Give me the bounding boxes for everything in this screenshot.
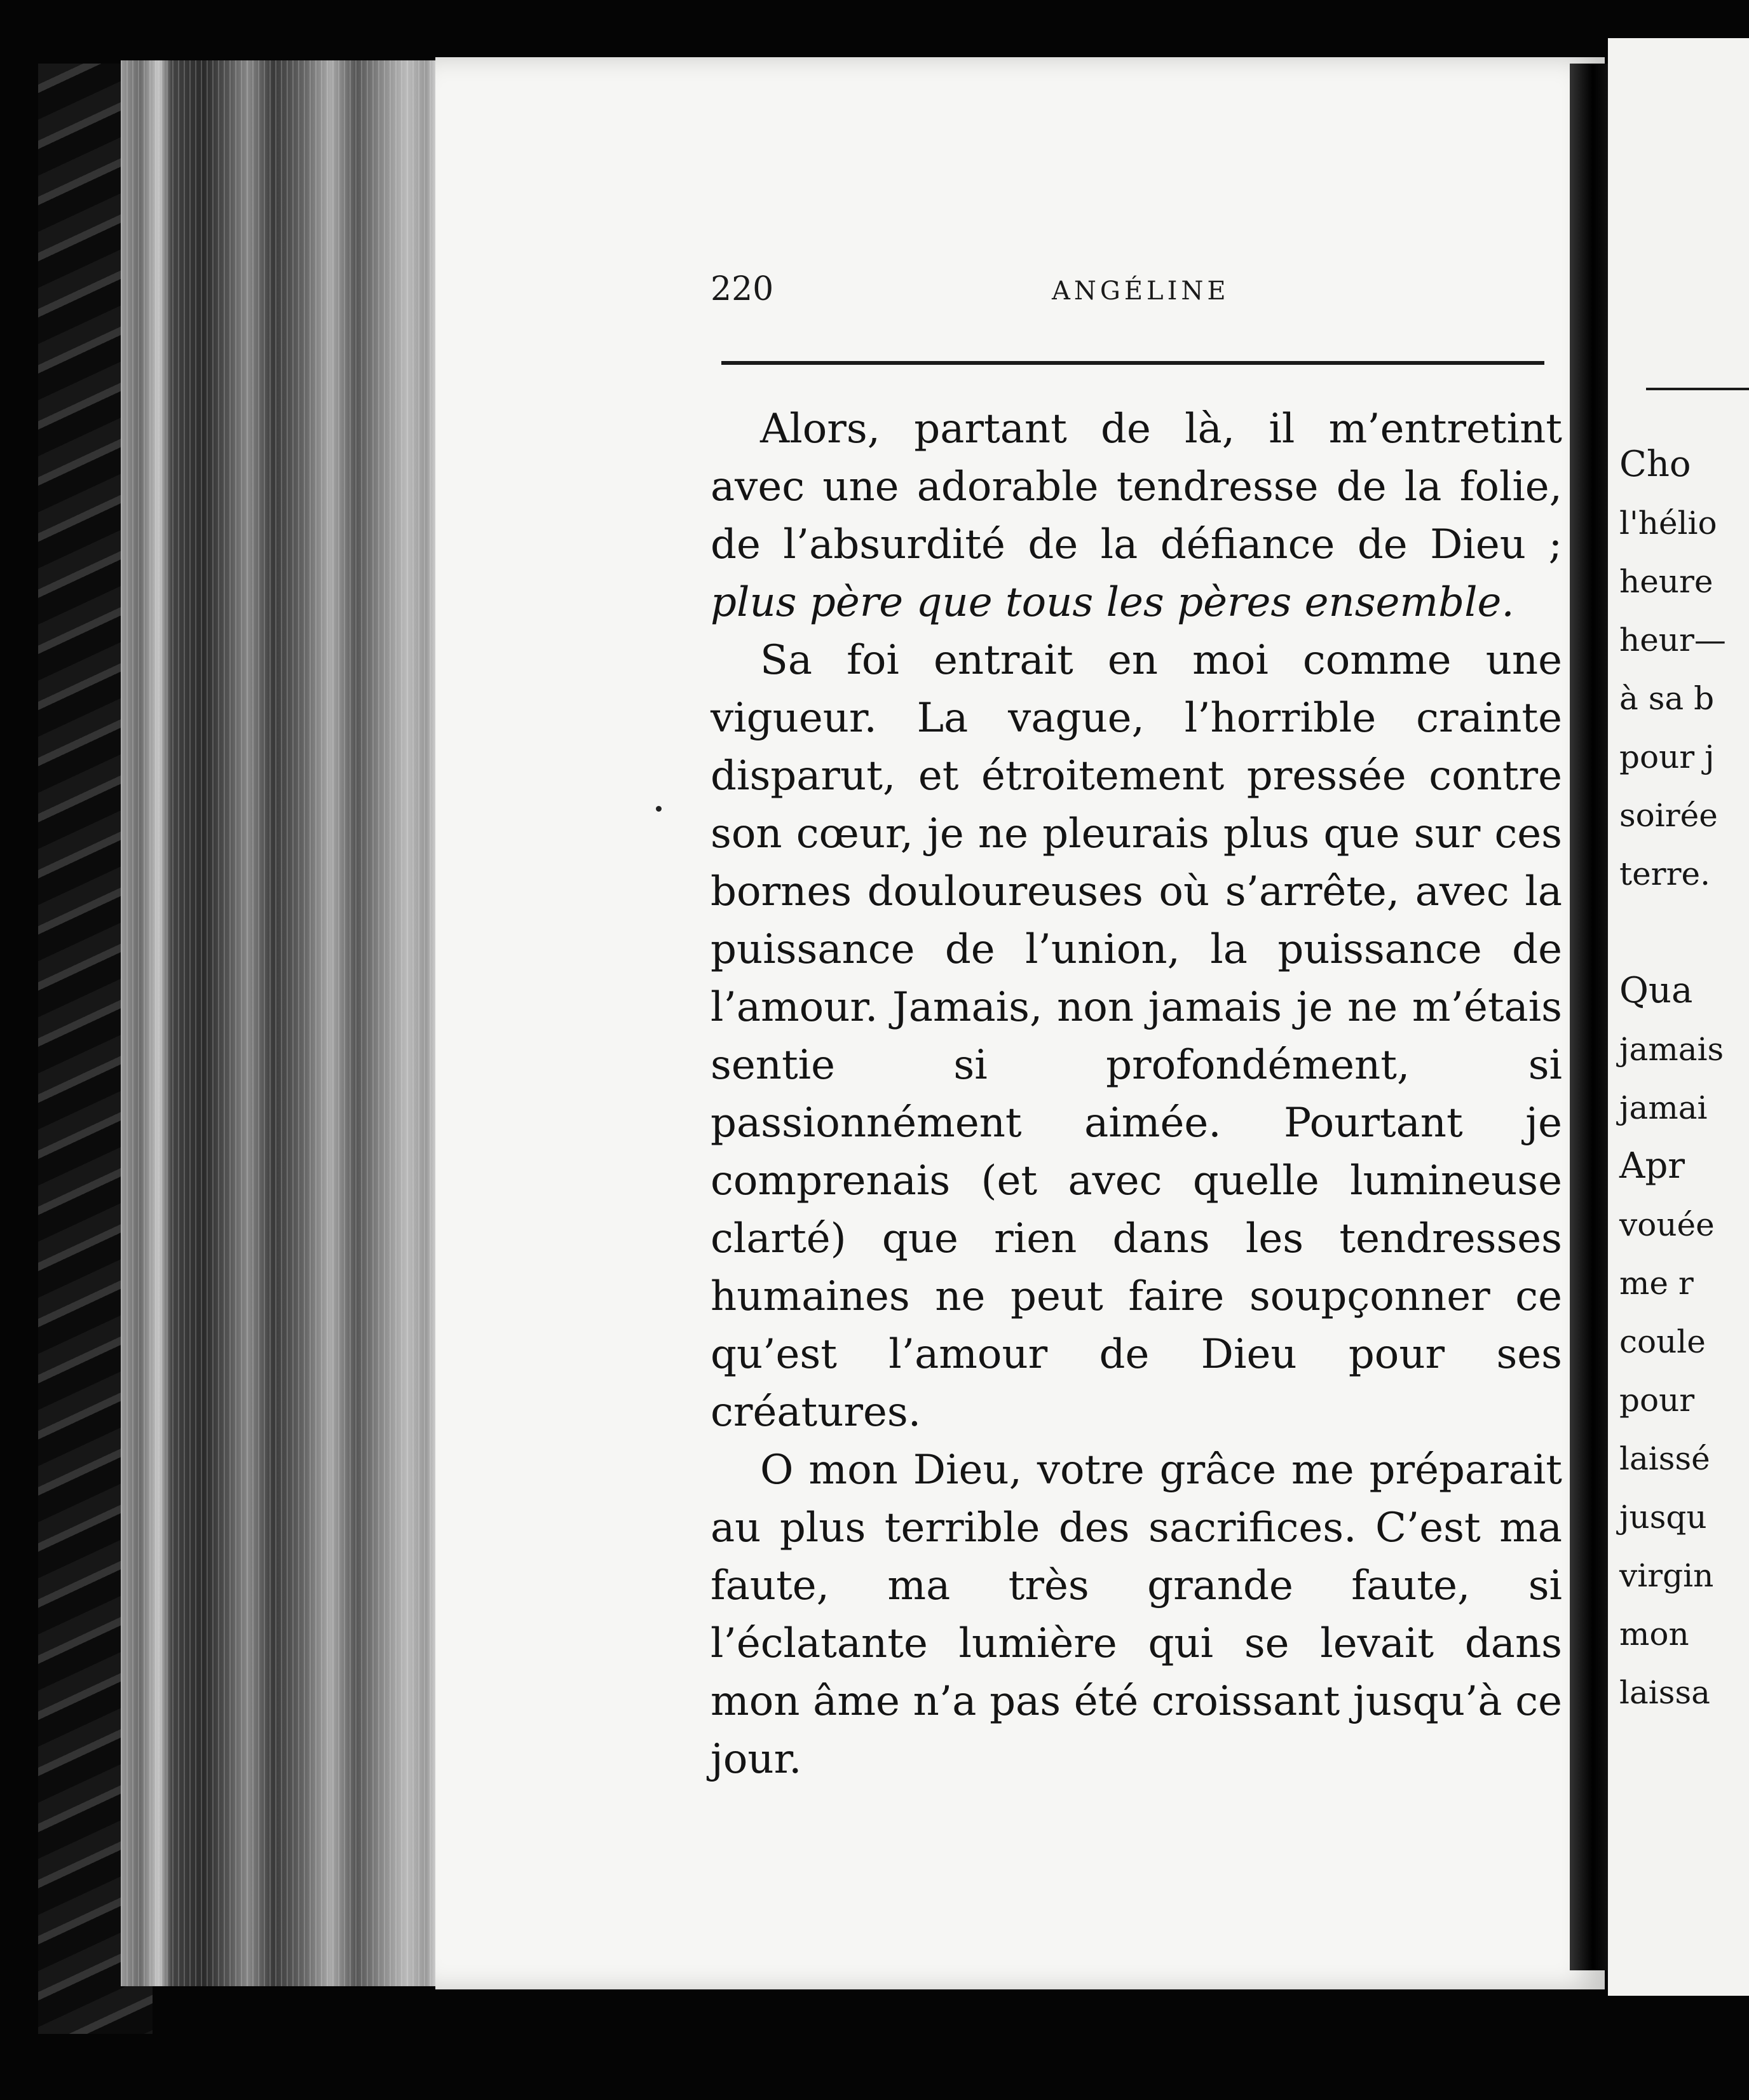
- facing-line: me r: [1619, 1265, 1694, 1302]
- facing-line: jamais: [1619, 1031, 1724, 1068]
- facing-line: coule: [1619, 1323, 1706, 1360]
- facing-line: à sa b: [1619, 680, 1715, 717]
- facing-page: [1608, 38, 1749, 1996]
- facing-line: terre.: [1619, 856, 1710, 892]
- facing-line: Qua: [1619, 970, 1693, 1011]
- page-number: 220: [711, 270, 774, 308]
- facing-line: laissé: [1619, 1440, 1710, 1477]
- facing-line: l'hélio: [1619, 505, 1717, 542]
- facing-header-rule: [1646, 388, 1749, 390]
- header-rule: [721, 361, 1544, 365]
- page-edges: [121, 60, 439, 1986]
- paragraph-3: O mon Dieu, votre grâce me préparait au plus terrible des sacrifices. C’est ma faute, ma très grande faute, si l’éclatante lumière qui se levait dans mon âme n’a pas été croissant jusqu’à ce jour.: [711, 1447, 1562, 1783]
- facing-line: laissa: [1619, 1674, 1710, 1711]
- emphasized-phrase: plus père que tous les pères ensemble.: [711, 579, 1514, 626]
- running-title: ANGÉLINE: [1052, 276, 1230, 306]
- facing-line: pour j: [1619, 739, 1715, 775]
- facing-text: [1619, 435, 1726, 1722]
- paragraph-1: Alors, partant de là, il m’entretint avec une adorable tendresse de la folie, de l’absurdité de la défiance de Dieu ; plus père que tous les pères ensemble.: [711, 406, 1562, 626]
- facing-line: jamai: [1619, 1089, 1708, 1126]
- facing-line: pour: [1619, 1382, 1695, 1419]
- facing-line: mon: [1619, 1616, 1689, 1653]
- facing-line: virgin: [1619, 1557, 1714, 1594]
- facing-line: Apr: [1619, 1145, 1685, 1187]
- paragraph-2: Sa foi entrait en moi comme une vigueur. La vague, l’horrible crainte disparut, et étroitement pressée contre son cœur, je ne pleurais plus que sur ces bornes douloureuses où s’arrête, avec la puissance de l’union, la puissance de l’amour. Jamais, non jamais je ne m’étais sentie si profondément, si passionnément aimée. Pourtant je comprenais (et avec quelle lumineuse clarté) que rien dans les tendresses humaines ne peut faire soupçonner ce qu’est l’amour de Dieu pour ses créatures.: [711, 637, 1562, 1436]
- facing-line: jusqu: [1619, 1499, 1707, 1536]
- facing-line: Cho: [1619, 444, 1691, 485]
- facing-line: heur—: [1619, 622, 1726, 658]
- facing-line: soirée: [1619, 797, 1718, 834]
- book-gutter: [1570, 64, 1608, 1970]
- ink-speck: [656, 806, 662, 812]
- facing-line: heure: [1619, 563, 1713, 600]
- facing-line: vouée: [1619, 1206, 1715, 1243]
- page-body: [711, 400, 1562, 1789]
